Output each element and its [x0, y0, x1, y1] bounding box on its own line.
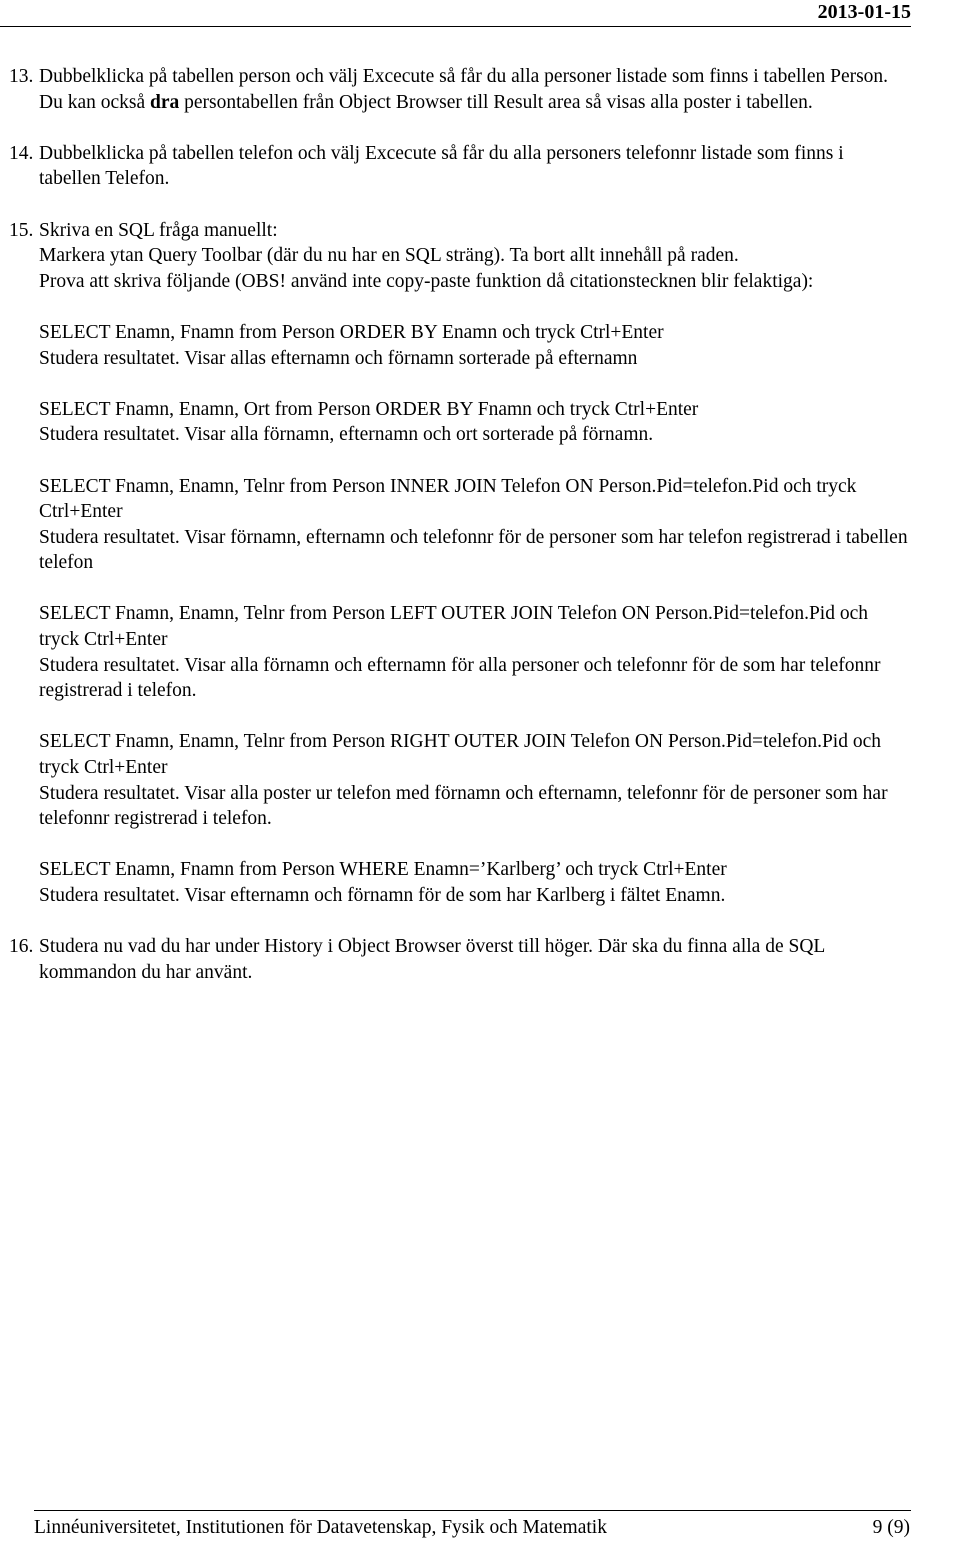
- sql-example: [39, 729, 909, 831]
- sql-result-note: Studera resultatet. Visar allas efternamn och förnamn sorterade på efternamn: [39, 347, 638, 369]
- item-text-part: Dubbelklicka på tabellen person och välj Excecute så får du alla personer listade som finns i tabellen Person. Du kan också: [39, 66, 889, 113]
- instructions: [39, 218, 909, 295]
- sql-query: SELECT Enamn, Fnamn from Person ORDER BY Enamn och tryck Ctrl+Enter: [39, 321, 664, 343]
- item-number: 16.: [9, 936, 34, 958]
- footer-divider: [34, 1510, 911, 1511]
- document-body: [9, 64, 909, 1011]
- page-number: 9 (9): [872, 1517, 910, 1538]
- list-item-15: [9, 218, 909, 909]
- sql-example: [39, 474, 909, 576]
- sql-result-note: Studera resultatet. Visar alla förnamn, efternamn och ort sorterade på förnamn.: [39, 424, 654, 446]
- list-item-14: [9, 141, 909, 192]
- header-divider: [0, 26, 911, 27]
- list-item-16: [9, 934, 909, 985]
- item-text-part: persontabellen från Object Browser till Result area så visas alla poster i tabellen.: [179, 91, 813, 113]
- item-text: Studera nu vad du har under History i Object Browser överst till höger. Där ska du finna alla de SQL kommandon du har använt.: [39, 936, 825, 983]
- footer-institution: Linnéuniversitetet, Institutionen för Datavetenskap, Fysik och Matematik: [34, 1517, 607, 1538]
- sql-example: [39, 601, 909, 703]
- sql-example: [39, 320, 909, 371]
- item-text: Dubbelklicka på tabellen telefon och välj Excecute så får du alla personers telefonnr listade som finns i tabellen Telefon.: [39, 142, 844, 190]
- instruction-line: Prova att skriva följande (OBS! använd inte copy-paste funktion då citationstecknen blir felaktiga):: [39, 270, 814, 292]
- item-number: 15.: [9, 219, 34, 241]
- instruction-line: Skriva en SQL fråga manuellt:: [39, 219, 278, 241]
- sql-query: SELECT Fnamn, Enamn, Ort from Person ORDER BY Fnamn och tryck Ctrl+Enter: [39, 398, 699, 420]
- item-text-bold: dra: [150, 91, 180, 113]
- sql-query: SELECT Fnamn, Enamn, Telnr from Person INNER JOIN Telefon ON Person.Pid=telefon.Pid och tryck Ctrl+Enter: [39, 475, 857, 523]
- item-number: 14.: [9, 142, 34, 164]
- sql-query: SELECT Enamn, Fnamn from Person WHERE Enamn=’Karlberg’ och tryck Ctrl+Enter: [39, 859, 727, 881]
- sql-result-note: Studera resultatet. Visar alla poster ur telefon med förnamn och efternamn, telefonnr för de personer som har telefonnr registrerad i telefon.: [39, 782, 888, 830]
- instruction-line: Markera ytan Query Toolbar (där du nu har en SQL sträng). Ta bort allt innehåll på raden.: [39, 245, 739, 267]
- sql-result-note: Studera resultatet. Visar alla förnamn och efternamn för alla personer och telefonnr för de som har telefonnr registrerad i telefon.: [39, 654, 881, 702]
- sql-example: [39, 857, 909, 908]
- sql-query: SELECT Fnamn, Enamn, Telnr from Person RIGHT OUTER JOIN Telefon ON Person.Pid=telefon.Pid och tryck Ctrl+Enter: [39, 731, 881, 779]
- sql-query: SELECT Fnamn, Enamn, Telnr from Person LEFT OUTER JOIN Telefon ON Person.Pid=telefon.Pid och tryck Ctrl+Enter: [39, 603, 868, 651]
- sql-example: [39, 397, 909, 448]
- item-number: 13.: [9, 66, 34, 87]
- item-text: [39, 64, 909, 115]
- sql-result-note: Studera resultatet. Visar förnamn, efternamn och telefonnr för de personer som har telefon registrerad i tabellen telefon: [39, 526, 908, 574]
- list-item-13: [9, 64, 909, 115]
- header-date: 2013-01-15: [817, 1, 911, 23]
- sql-result-note: Studera resultatet. Visar efternamn och förnamn för de som har Karlberg i fältet Enamn.: [39, 885, 726, 906]
